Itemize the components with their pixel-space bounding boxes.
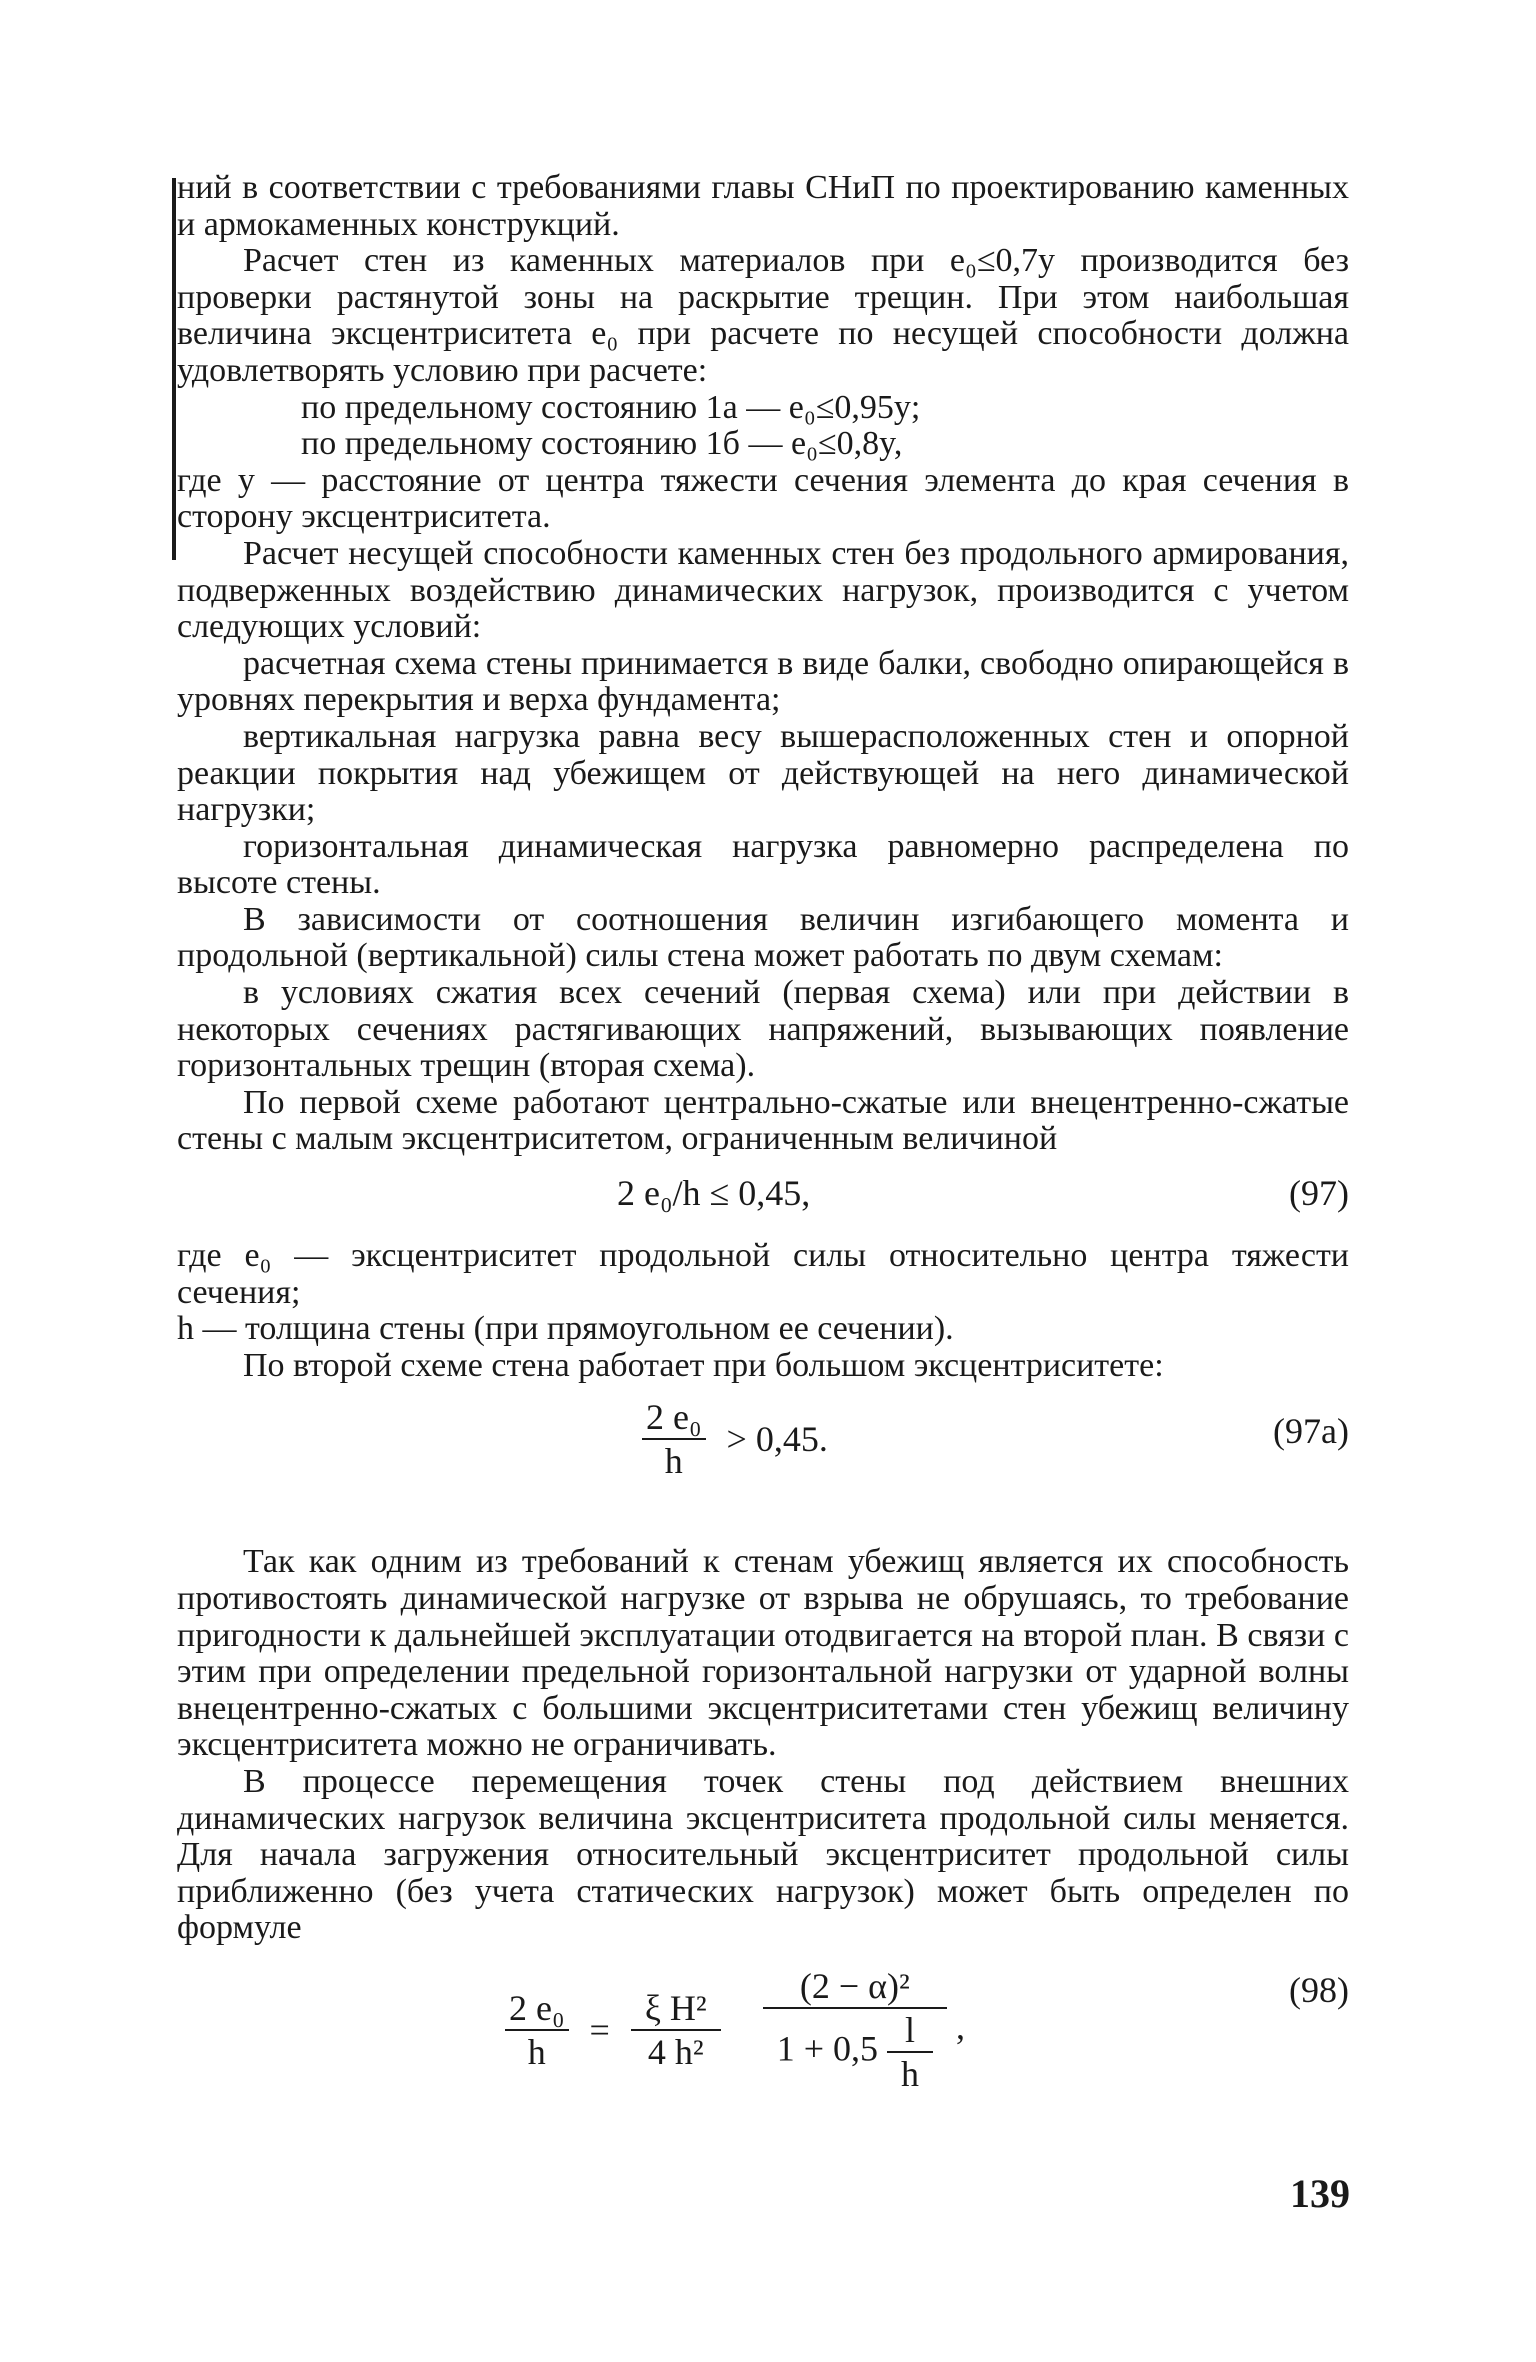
denominator-term: 1 + 0,5 [776, 2028, 878, 2069]
formula-97 [177, 1158, 1349, 1238]
fraction [642, 1396, 706, 1482]
paragraph: h — толщина стены (при прямоугольном ее сечении). [177, 1310, 954, 1348]
formula-97a-expression [642, 1396, 840, 1482]
formula-97-number: (97) [1289, 1173, 1349, 1214]
paragraph: расчетная схема стены принимается в виде балки, свободно опирающейся в уровнях перекрытия и верха фундамента; [177, 644, 1349, 719]
fraction-denominator: h [901, 2053, 919, 2094]
fraction-numerator: 2 e₀ [505, 1987, 569, 2031]
paragraph: В зависимости от соотношения величин изгибающего момента и продольной (вертикальной) силы стена может работать по двум схемам: [177, 900, 1349, 975]
fraction-denominator [763, 2009, 947, 2095]
paragraph: где y — расстояние от центра тяжести сечения элемента до края сечения в сторону эксцентриситета. [177, 461, 1349, 536]
fraction [887, 2009, 933, 2095]
paragraph: По первой схеме работают центрально-сжатые или внецентренно-сжатые стены с малым эксцентриситетом, ограниченным величиной [177, 1083, 1349, 1158]
formula-98-comma: , [956, 2006, 965, 2047]
fraction [763, 1965, 947, 2095]
page-number: 139 [1290, 2171, 1350, 2216]
paragraph: горизонтальная динамическая нагрузка равномерно распределена по высоте стены. [177, 827, 1349, 902]
fraction-numerator: 2 e₀ [642, 1396, 706, 1440]
paragraph: в условиях сжатия всех сечений (первая схема) или при действии в некоторых сечениях растягивающих напряжений, вызывающих появление горизонтальных трещин (вторая схема). [177, 974, 1349, 1085]
paragraph: По второй схеме стена работает при большом эксцентриситете: [243, 1346, 1164, 1384]
formula-98-expression [505, 1965, 965, 2095]
paragraph: по предельному состоянию 1б — e₀≤0,8y, [301, 425, 903, 463]
fraction-numerator: l [887, 2009, 933, 2053]
page-text [177, 170, 1349, 2107]
fraction [505, 1987, 569, 2073]
formula-97a-number: (97a) [1273, 1411, 1349, 1452]
formula-97a [177, 1384, 1349, 1514]
formula-98 [177, 1947, 1349, 2107]
fraction-denominator: 4 h² [647, 2031, 704, 2072]
fraction [631, 1987, 721, 2073]
formula-98-number: (98) [1289, 1969, 1349, 2010]
formula-97a-rest: > 0,45. [726, 1419, 828, 1460]
paragraph: где e₀ — эксцентриситет продольной силы относительно центра тяжести сечения; [177, 1237, 1349, 1311]
fraction-denominator: h [664, 1441, 683, 1482]
fraction-denominator: h [527, 2031, 546, 2072]
fraction-numerator: (2 − α)² [763, 1965, 947, 2009]
fraction-numerator: ξ H² [631, 1987, 721, 2031]
paragraph: вертикальная нагрузка равна весу вышерасположенных стен и опорной реакции покрытия над убежищем от действующей на него динамической нагрузки; [177, 717, 1349, 829]
paragraph: Расчет стен из каменных материалов при e₀≤0,7y производится без проверки растянутой зоны на раскрытие трещин. При этом наибольшая величина эксцентриситета e₀ при расчете по несущей способности должна удовлетворять условию при расчете: [177, 242, 1349, 389]
paragraph: ний в соответствии с требованиями главы СНиП по проектированию каменных и армокаменных конструкций. [177, 169, 1349, 243]
paragraph: В процессе перемещения точек стены под действием внешних динамических нагрузок величина эксцентриситета продольной силы меняется. Для начала загружения относительный эксцентриситет продольной силы приближенно (без учета статических нагрузок) может быть определен по формуле [177, 1762, 1349, 1947]
equals-sign: = [589, 2009, 610, 2050]
paragraph: по предельному состоянию 1а — e₀≤0,95y; [301, 388, 921, 426]
margin-bar [172, 178, 176, 560]
paragraph: Расчет несущей способности каменных стен без продольного армирования, подверженных воздействию динамических нагрузок, производится с учетом следующих условий: [177, 534, 1349, 646]
formula-97-expression: 2 e₀/h ≤ 0,45, [617, 1173, 811, 1214]
paragraph: Так как одним из требований к стенам убежищ является их способность противостоять динамической нагрузке от взрыва не обрушаясь, то требование пригодности к дальнейшей эксплуатации отодвигается на второй план. В связи с этим при определении предельной горизонтальной нагрузки от ударной волны внецентренно-сжатых с большими эксцентриситетами стен убежищ величину эксцентриситета можно не ограничивать. [177, 1543, 1349, 1764]
